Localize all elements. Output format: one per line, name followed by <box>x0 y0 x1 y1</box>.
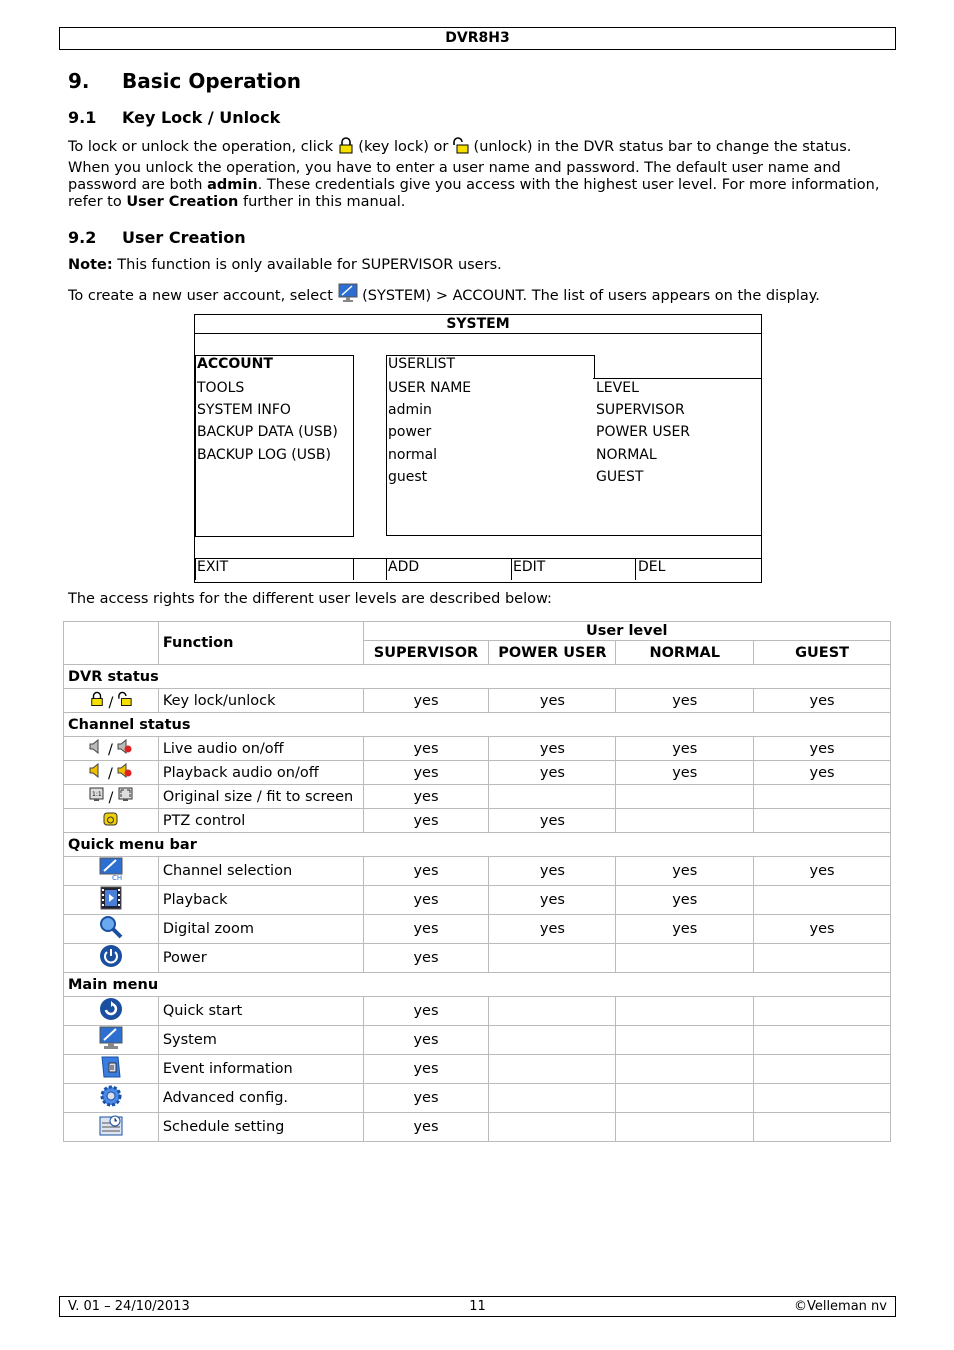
system-monitor-icon <box>99 1026 123 1050</box>
icon-cell <box>64 915 159 944</box>
icon-cell <box>64 761 159 785</box>
level-normal: NORMAL <box>616 641 754 665</box>
value-cell <box>489 944 616 973</box>
function-cell: Playback <box>158 886 363 915</box>
value-cell: yes <box>489 761 616 785</box>
value-cell <box>616 1084 754 1113</box>
userlist-panel <box>386 378 762 536</box>
icon-cell <box>64 689 159 713</box>
footer-page-number: 11 <box>469 1299 486 1314</box>
function-cell: Schedule setting <box>158 1113 363 1142</box>
section-row <box>64 833 891 857</box>
value-cell: yes <box>489 809 616 833</box>
section-row <box>64 973 891 997</box>
gear-icon <box>99 1084 123 1108</box>
value-cell: yes <box>489 857 616 886</box>
playback-speaker-muted-icon <box>117 763 132 778</box>
section-9-title: Basic Operation <box>122 69 301 93</box>
value-cell <box>754 886 891 915</box>
function-cell: Digital zoom <box>158 915 363 944</box>
function-cell: Channel selection <box>158 857 363 886</box>
value-cell <box>616 785 754 809</box>
keylock-paragraph <box>68 137 898 156</box>
playback-film-icon <box>100 886 122 910</box>
text-run: further in this manual. <box>238 194 406 210</box>
level-power-user: POWER USER <box>489 641 616 665</box>
value-cell <box>754 1055 891 1084</box>
value-cell <box>489 1084 616 1113</box>
table-row <box>64 1084 891 1113</box>
create-user-paragraph <box>68 283 898 305</box>
value-cell: yes <box>363 1055 489 1084</box>
user-name[interactable]: normal <box>388 447 438 463</box>
unlock-icon <box>453 137 469 154</box>
function-cell: PTZ control <box>158 809 363 833</box>
function-cell: Original size / fit to screen <box>158 785 363 809</box>
icon-cell <box>64 1026 159 1055</box>
function-cell: Quick start <box>158 997 363 1026</box>
value-cell: yes <box>363 1026 489 1055</box>
section-9-2-title: User Creation <box>122 228 246 247</box>
value-cell: yes <box>363 809 489 833</box>
section-9-2-heading <box>68 228 246 247</box>
user-level-header: User level <box>363 622 890 641</box>
menu-item-backup-log[interactable]: BACKUP LOG (USB) <box>197 447 331 463</box>
value-cell: yes <box>754 761 891 785</box>
icon-cell <box>64 737 159 761</box>
icon-cell <box>64 857 159 886</box>
table-header-row <box>64 622 891 641</box>
value-cell: yes <box>363 997 489 1026</box>
value-cell <box>616 944 754 973</box>
text-run: (key lock) or <box>353 139 453 155</box>
icon-col-header <box>64 622 159 665</box>
user-name[interactable]: admin <box>388 402 432 418</box>
col-level: LEVEL <box>596 380 639 396</box>
lock-icon <box>338 137 354 154</box>
user-level: NORMAL <box>596 447 657 463</box>
bold-admin: admin <box>207 177 258 193</box>
section-9-heading <box>68 69 301 93</box>
system-menu-title: SYSTEM <box>195 315 761 334</box>
text-run: When you unlock the operation, you have to enter a user name and password. The default user name and password are both <box>68 160 841 193</box>
value-cell: yes <box>754 737 891 761</box>
value-cell <box>489 1113 616 1142</box>
access-rights-table <box>63 621 891 1142</box>
slash: / <box>108 694 114 711</box>
value-cell: yes <box>363 785 489 809</box>
playback-speaker-icon <box>89 763 103 778</box>
del-button[interactable]: DEL <box>638 559 666 575</box>
slash: / <box>107 742 113 758</box>
value-cell <box>616 997 754 1026</box>
value-cell: yes <box>616 689 754 713</box>
text-run: (SYSTEM) > ACCOUNT. The list of users appears on the display. <box>357 288 820 304</box>
value-cell: yes <box>754 857 891 886</box>
value-cell: yes <box>363 737 489 761</box>
note-paragraph <box>68 257 502 274</box>
user-name[interactable]: guest <box>388 469 428 485</box>
text-run: To create a new user account, select <box>68 288 338 304</box>
user-level: POWER USER <box>596 424 691 440</box>
value-cell <box>754 944 891 973</box>
event-information-icon <box>99 1055 123 1079</box>
table-row <box>64 997 891 1026</box>
value-cell: yes <box>363 886 489 915</box>
note-text: This function is only available for SUPERVISOR users. <box>112 257 502 273</box>
value-cell <box>489 997 616 1026</box>
section-row <box>64 665 891 689</box>
original-size-icon <box>89 787 104 802</box>
speaker-muted-icon <box>117 739 132 754</box>
section-dvr-status: DVR status <box>64 665 891 689</box>
value-cell: yes <box>363 689 489 713</box>
icon-cell <box>64 886 159 915</box>
function-cell: Live audio on/off <box>158 737 363 761</box>
section-quick-menu-bar: Quick menu bar <box>64 833 891 857</box>
value-cell: yes <box>363 761 489 785</box>
edit-button[interactable]: EDIT <box>513 559 546 575</box>
icon-cell <box>64 1084 159 1113</box>
value-cell: yes <box>489 737 616 761</box>
channel-selection-icon <box>98 857 124 881</box>
note-label: Note: <box>68 257 113 273</box>
value-cell <box>754 1026 891 1055</box>
value-cell <box>754 809 891 833</box>
schedule-icon <box>99 1113 123 1137</box>
value-cell <box>616 809 754 833</box>
table-row <box>64 1113 891 1142</box>
unlock-paragraph <box>68 160 898 211</box>
slash: / <box>108 790 114 806</box>
header-title: DVR8H3 <box>445 30 510 46</box>
table-row <box>64 761 891 785</box>
section-9-1-number: 9.1 <box>68 108 97 127</box>
exit-button[interactable]: EXIT <box>197 559 229 575</box>
level-supervisor: SUPERVISOR <box>363 641 489 665</box>
table-row <box>64 1055 891 1084</box>
section-main-menu: Main menu <box>64 973 891 997</box>
value-cell: yes <box>616 886 754 915</box>
section-channel-status: Channel status <box>64 713 891 737</box>
speaker-icon <box>89 739 103 754</box>
table-row <box>64 915 891 944</box>
fit-screen-icon <box>118 787 133 802</box>
icon-cell <box>64 785 159 809</box>
system-monitor-icon <box>338 283 358 303</box>
power-icon <box>99 944 123 968</box>
col-user-name: USER NAME <box>388 380 472 396</box>
unlock-icon <box>118 691 132 707</box>
footer-copyright: ©Velleman nv <box>793 1299 887 1314</box>
lock-icon <box>90 691 104 707</box>
table-row <box>64 1026 891 1055</box>
section-row <box>64 713 891 737</box>
menu-item-account[interactable]: ACCOUNT <box>197 356 273 372</box>
value-cell <box>489 1026 616 1055</box>
userlist-divider <box>593 378 761 379</box>
table-row <box>64 944 891 973</box>
user-name[interactable]: power <box>388 424 432 440</box>
table-row <box>64 737 891 761</box>
value-cell <box>489 1055 616 1084</box>
value-cell <box>754 1113 891 1142</box>
function-cell: Power <box>158 944 363 973</box>
menu-item-tools[interactable]: TOOLS <box>197 380 245 396</box>
level-guest: GUEST <box>754 641 891 665</box>
bold-user-creation: User Creation <box>126 194 239 210</box>
value-cell: yes <box>363 944 489 973</box>
table-row <box>64 689 891 713</box>
value-cell <box>616 1113 754 1142</box>
slash: / <box>107 766 113 782</box>
function-cell: Playback audio on/off <box>158 761 363 785</box>
value-cell: yes <box>489 915 616 944</box>
value-cell: yes <box>754 689 891 713</box>
ptz-icon <box>103 811 118 826</box>
section-9-number: 9. <box>68 69 90 93</box>
magnifier-icon <box>99 915 123 939</box>
quick-start-icon <box>99 997 123 1021</box>
value-cell: yes <box>616 761 754 785</box>
icon-cell <box>64 1113 159 1142</box>
svg-text:CH: CH <box>111 874 123 881</box>
value-cell <box>489 785 616 809</box>
table-row <box>64 857 891 886</box>
footer-version: V. 01 – 24/10/2013 <box>68 1299 190 1314</box>
icon-cell <box>64 944 159 973</box>
menu-item-backup-data[interactable]: BACKUP DATA (USB) <box>197 424 338 440</box>
value-cell: yes <box>616 737 754 761</box>
value-cell: yes <box>489 689 616 713</box>
icon-cell <box>64 1055 159 1084</box>
user-level: GUEST <box>596 469 644 485</box>
access-intro: The access rights for the different user levels are described below: <box>68 591 552 607</box>
function-cell: Event information <box>158 1055 363 1084</box>
section-9-1-title: Key Lock / Unlock <box>122 108 281 127</box>
value-cell: yes <box>616 857 754 886</box>
table-row <box>64 886 891 915</box>
table-row <box>64 785 891 809</box>
value-cell: yes <box>489 886 616 915</box>
text-run: (unlock) in the DVR status bar to change the status. <box>468 139 852 155</box>
value-cell <box>616 1026 754 1055</box>
value-cell <box>754 785 891 809</box>
section-9-1-heading <box>68 108 280 127</box>
function-cell: Key lock/unlock <box>158 689 363 713</box>
function-header: Function <box>158 622 363 665</box>
user-level: SUPERVISOR <box>596 402 685 418</box>
svg-text:1:1: 1:1 <box>91 791 102 798</box>
icon-cell <box>64 809 159 833</box>
document-footer <box>59 1296 896 1317</box>
value-cell <box>754 1084 891 1113</box>
value-cell: yes <box>363 1084 489 1113</box>
icon-cell <box>64 997 159 1026</box>
userlist-label: USERLIST <box>388 356 456 372</box>
edit-del-divider <box>635 558 636 580</box>
text-run: To lock or unlock the operation, click <box>68 139 338 155</box>
document-header <box>59 27 896 50</box>
value-cell: yes <box>616 915 754 944</box>
menu-item-system-info[interactable]: SYSTEM INFO <box>197 402 291 418</box>
table-row <box>64 809 891 833</box>
text-run: . These credentials give you access with the highest user level. For more information, refer to <box>68 177 880 210</box>
section-9-2-number: 9.2 <box>68 228 97 247</box>
value-cell <box>754 997 891 1026</box>
value-cell <box>616 1055 754 1084</box>
value-cell: yes <box>363 915 489 944</box>
value-cell: yes <box>754 915 891 944</box>
value-cell: yes <box>363 857 489 886</box>
system-menu-diagram <box>194 314 762 583</box>
function-cell: System <box>158 1026 363 1055</box>
value-cell: yes <box>363 1113 489 1142</box>
function-cell: Advanced config. <box>158 1084 363 1113</box>
add-button[interactable]: ADD <box>388 559 420 575</box>
